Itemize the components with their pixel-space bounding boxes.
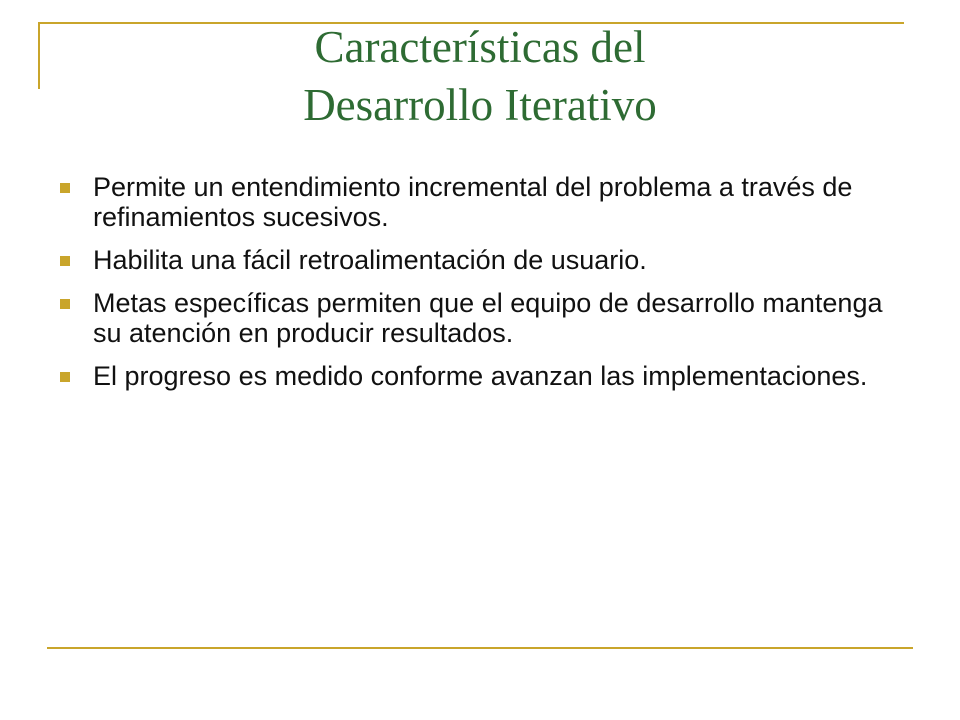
bullet-item <box>58 245 908 275</box>
slide-title-line-1: Características del <box>314 22 646 72</box>
slide-title <box>0 18 960 134</box>
bullet-item <box>58 288 908 348</box>
bullet-list <box>58 172 908 404</box>
bullet-text: Habilita una fácil retroalimentación de usuario. <box>93 245 647 275</box>
bullet-text: El progreso es medido conforme avanzan las implementaciones. <box>93 361 868 391</box>
bullet-item <box>58 361 908 391</box>
bullet-text: Metas específicas permiten que el equipo de desarrollo mantenga su atención en producir resultados. <box>93 288 883 348</box>
square-bullet-icon <box>60 183 70 193</box>
square-bullet-icon <box>60 256 70 266</box>
square-bullet-icon <box>60 299 70 309</box>
square-bullet-icon <box>60 372 70 382</box>
bullet-text: Permite un entendimiento incremental del problema a través de refinamientos sucesivos. <box>93 172 853 232</box>
bottom-border-line <box>47 647 913 649</box>
bullet-item <box>58 172 908 232</box>
slide-title-line-2: Desarrollo Iterativo <box>303 80 657 130</box>
